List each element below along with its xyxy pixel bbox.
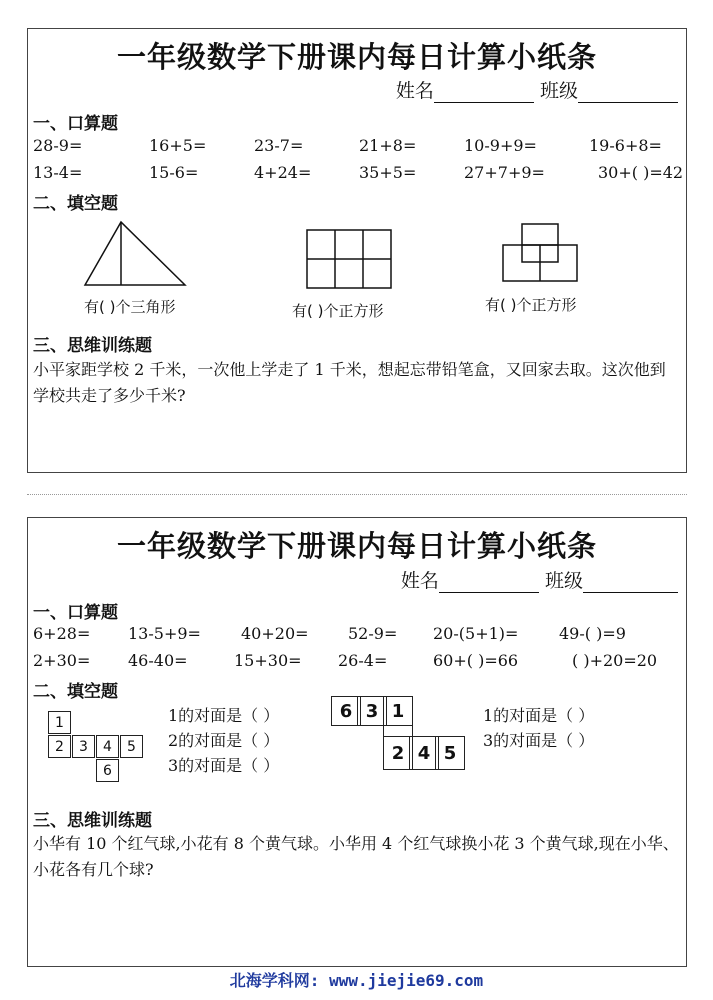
worksheet-card-2 <box>27 517 687 967</box>
triangle-count-caption: 有( )个三角形 <box>84 298 176 316</box>
class-blank <box>578 84 678 103</box>
card-title: 一年级数学下册课内每日计算小纸条 <box>116 529 597 563</box>
word-problem: 小平家距学校 2 千米，一次他上学走了 1 千米，想起忘带铅笔盒，又回家去取。这次他到学校共走了多少千米? <box>33 360 666 405</box>
name-label: 姓名 <box>395 80 434 102</box>
site-footer: 北海学科网: www.jiejie69.com <box>229 971 484 990</box>
calc-item: 30+( )=42 <box>598 163 684 182</box>
calc-item: 20-(5+1)= <box>433 624 519 643</box>
net-cell: 3 <box>357 696 387 726</box>
square-grid-figure <box>306 229 392 289</box>
class-label: 班级 <box>544 570 583 592</box>
calc-item: 13-5+9= <box>128 624 201 643</box>
class-label: 班级 <box>539 80 578 102</box>
class-blank <box>583 574 678 593</box>
word-problem: 小华有 10 个红气球,小花有 8 个黄气球。小华用 4 个红气球换小花 3 个黄气球,现在小华、小花各有几个球? <box>33 834 679 879</box>
net-cell: 6 <box>96 759 119 782</box>
calc-item: 40+20= <box>241 624 309 643</box>
calc-item: 10-9+9= <box>464 136 537 155</box>
calc-item: 35+5= <box>359 163 417 182</box>
net-cell: 2 <box>48 735 71 758</box>
name-class-row <box>396 76 678 103</box>
name-blank <box>439 574 539 593</box>
calc-item: 15+30= <box>234 651 302 670</box>
section-oral-calc: 一、口算题 <box>33 603 118 623</box>
calc-item: ( )+20=20 <box>572 651 658 670</box>
net-cell: 4 <box>96 735 119 758</box>
calc-item: 52-9= <box>348 624 398 643</box>
calc-item: 21+8= <box>359 136 417 155</box>
card-title: 一年级数学下册课内每日计算小纸条 <box>116 40 597 74</box>
cut-line <box>27 494 687 495</box>
net-cell: 1 <box>48 711 71 734</box>
net-cell: 5 <box>435 736 465 770</box>
net-cell: 6 <box>331 696 361 726</box>
calc-item: 19-6+8= <box>589 136 662 155</box>
worksheet-card-1 <box>27 28 687 473</box>
triangle-figure <box>83 219 188 289</box>
name-label: 姓名 <box>400 570 439 592</box>
calc-item: 28-9= <box>33 136 83 155</box>
section-fill-blank: 二、填空题 <box>33 682 118 702</box>
calc-item: 23-7= <box>254 136 304 155</box>
net-connector <box>383 725 413 737</box>
name-blank <box>434 84 534 103</box>
square-count-caption-2: 有( )个正方形 <box>485 296 577 314</box>
calc-item: 15-6= <box>149 163 199 182</box>
calc-item: 46-40= <box>128 651 188 670</box>
calc-item: 4+24= <box>254 163 312 182</box>
opposite-face-question: 3的对面是（ ） <box>483 731 595 750</box>
opposite-face-question: 2的对面是（ ） <box>168 731 280 750</box>
opposite-face-question: 1的对面是（ ） <box>168 706 280 725</box>
net-cell: 3 <box>72 735 95 758</box>
net-cell: 1 <box>383 696 413 726</box>
calc-item: 27+7+9= <box>464 163 545 182</box>
net-cell: 4 <box>409 736 439 770</box>
opposite-face-question: 3的对面是（ ） <box>168 756 280 775</box>
section-fill-blank: 二、填空题 <box>33 194 118 214</box>
calc-item: 6+28= <box>33 624 91 643</box>
calc-item: 49-( )=9 <box>559 624 626 643</box>
section-thinking: 三、思维训练题 <box>33 336 152 356</box>
calc-item: 60+( )=66 <box>433 651 519 670</box>
section-thinking: 三、思维训练题 <box>33 811 152 831</box>
calc-item: 26-4= <box>338 651 388 670</box>
calc-item: 13-4= <box>33 163 83 182</box>
opposite-face-question: 1的对面是（ ） <box>483 706 595 725</box>
calc-item: 16+5= <box>149 136 207 155</box>
square-count-caption-1: 有( )个正方形 <box>292 302 384 320</box>
name-class-row <box>401 566 678 593</box>
overlap-squares-figure <box>502 222 578 284</box>
net-cell: 5 <box>120 735 143 758</box>
calc-item: 2+30= <box>33 651 91 670</box>
section-oral-calc: 一、口算题 <box>33 114 118 134</box>
net-cell: 2 <box>383 736 413 770</box>
